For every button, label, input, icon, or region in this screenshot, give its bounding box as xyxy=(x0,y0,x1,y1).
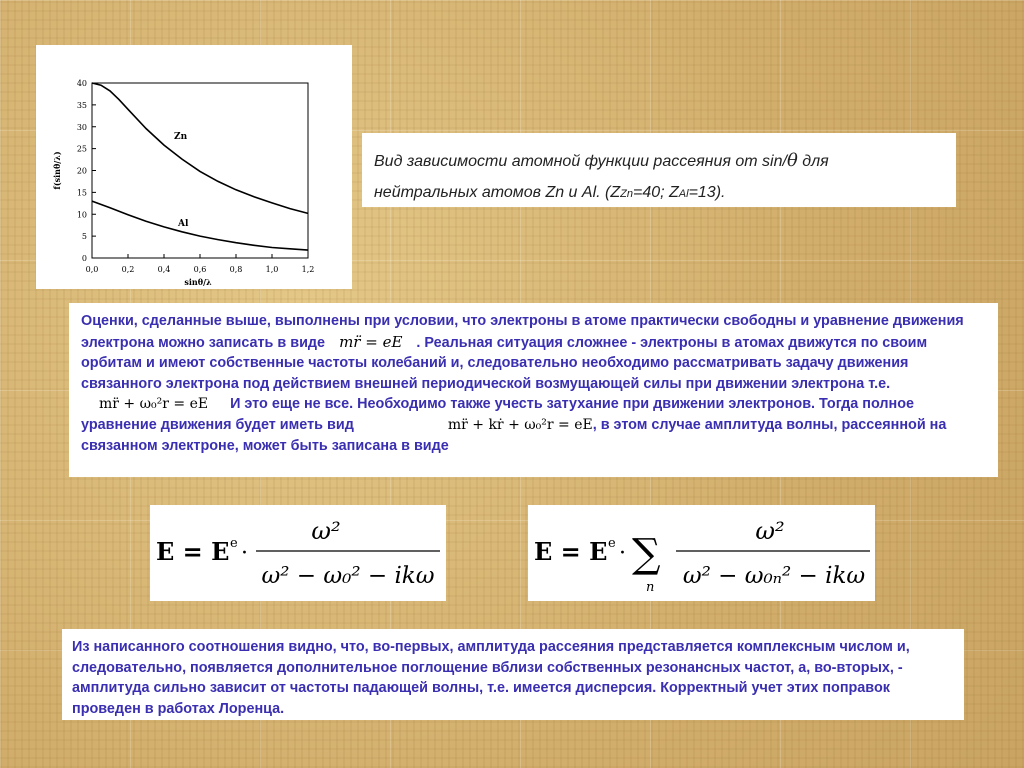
main-text-part-4: , в этом случае амплитуда волны, рассеянной на связанном электроне, может быть записана в виде xyxy=(81,416,947,454)
y-tick-label: 5 xyxy=(81,232,87,242)
formula-right-panel xyxy=(528,505,875,601)
formula-left-numerator: ω² xyxy=(311,517,341,545)
atomic-scattering-factor-chart xyxy=(36,45,352,289)
main-text-part-3: И это еще не все. Необходимо также учесть затухание при движении электронов. Тогда полное уравнение движения будет иметь вид xyxy=(81,396,915,433)
caption-text-1: Вид зависимости атомной функции рассеяния от sin/ xyxy=(374,153,787,170)
formula-left-lhs: E = E xyxy=(156,537,230,566)
formula-free-electron: mr̈ = eE xyxy=(339,332,403,351)
x-tick-label: 1,0 xyxy=(265,265,279,274)
formula-right-lhs: E = E xyxy=(534,537,608,566)
caption-text-3: нейтральных атомов Zn и Al. (Z xyxy=(374,184,621,201)
formula-left-panel xyxy=(150,505,446,601)
y-tick-label: 40 xyxy=(76,79,87,88)
amplitude-formula-sum xyxy=(528,505,875,601)
summation-sign: ∑ xyxy=(632,531,661,577)
x-tick-label: 0,0 xyxy=(85,265,99,274)
x-tick-label: 0,2 xyxy=(121,265,135,274)
x-tick-label: 0,6 xyxy=(193,265,207,274)
x-tick-label: 1,2 xyxy=(301,265,315,274)
theta-symbol: θ xyxy=(786,150,798,171)
formula-left-dot: · xyxy=(241,541,248,566)
main-text-panel xyxy=(69,303,998,477)
formula-right-denominator: ω² − ω₀ₙ² − ikω xyxy=(682,563,866,589)
y-tick-label: 15 xyxy=(76,188,87,198)
y-tick-label: 0 xyxy=(81,254,87,263)
caption-text-4: =40; Z xyxy=(632,184,679,201)
y-tick-label: 30 xyxy=(76,122,87,132)
formula-right-numerator: ω² xyxy=(755,517,785,545)
formula-right-dot: · xyxy=(619,541,626,566)
formula-right-sup: e xyxy=(608,536,616,551)
figure-caption xyxy=(374,145,942,210)
x-tick-label: 0,8 xyxy=(229,265,243,274)
y-tick-label: 20 xyxy=(76,166,87,176)
formula-bound-electron: mr̈ + ω₀²r = eE xyxy=(99,396,209,413)
formula-left-denominator: ω² − ω₀² − ikω xyxy=(261,563,435,589)
series-line-al xyxy=(92,201,308,250)
caption-panel xyxy=(362,133,956,207)
x-tick-label: 0,4 xyxy=(157,265,171,274)
series-label-zn: Zn xyxy=(174,132,188,143)
series-line-zn xyxy=(92,83,308,213)
caption-sub-al: Al xyxy=(678,188,689,200)
bottom-text-panel xyxy=(62,629,964,720)
y-axis-label: f(sinθ/λ) xyxy=(52,151,62,190)
caption-text-5: =13). xyxy=(688,184,726,201)
chart-panel xyxy=(36,45,352,289)
x-axis-label: sinθ/λ xyxy=(184,277,212,287)
caption-sub-zn: Zn xyxy=(620,188,633,200)
caption-text-2: для xyxy=(797,153,829,170)
summation-index: n xyxy=(646,580,655,595)
main-paragraph xyxy=(81,311,986,456)
main-text-part-1: Оценки, сделанные выше, выполнены при условии, что электроны в атоме практически свободны и уравнение движения электрона можно записать в виде xyxy=(81,313,964,351)
formula-damped-electron: mr̈ + kṙ + ω₀²r = eE xyxy=(447,416,593,433)
conclusion-paragraph: Из написанного соотношения видно, что, во-первых, амплитуда рассеяния представляется комплексным числом и, следовательно, появляется дополнительное поглощение вблизи собственных резонансных частот, а, во-вторых, - амплитуда сильно зависит от частоты падающей волны, т.е. имеется дисперсия. Корректный учет этих поправок проведен в работах Лоренца. xyxy=(72,639,910,717)
main-text-part-2: . Реальная ситуация сложнее - электроны в атомах движутся по своим орбитам и имеют собственные частоты колебаний и, следовательно необходимо рассматривать задачу движения связанного электрона под действием внешней периодической возмущающей силы при движении электрона т.е. xyxy=(81,334,928,392)
y-tick-label: 10 xyxy=(76,210,87,220)
y-tick-label: 35 xyxy=(76,100,87,110)
formula-left-sup: e xyxy=(230,536,238,551)
amplitude-formula-single xyxy=(150,505,446,601)
y-tick-label: 25 xyxy=(76,144,87,154)
series-label-al: Al xyxy=(178,218,189,229)
